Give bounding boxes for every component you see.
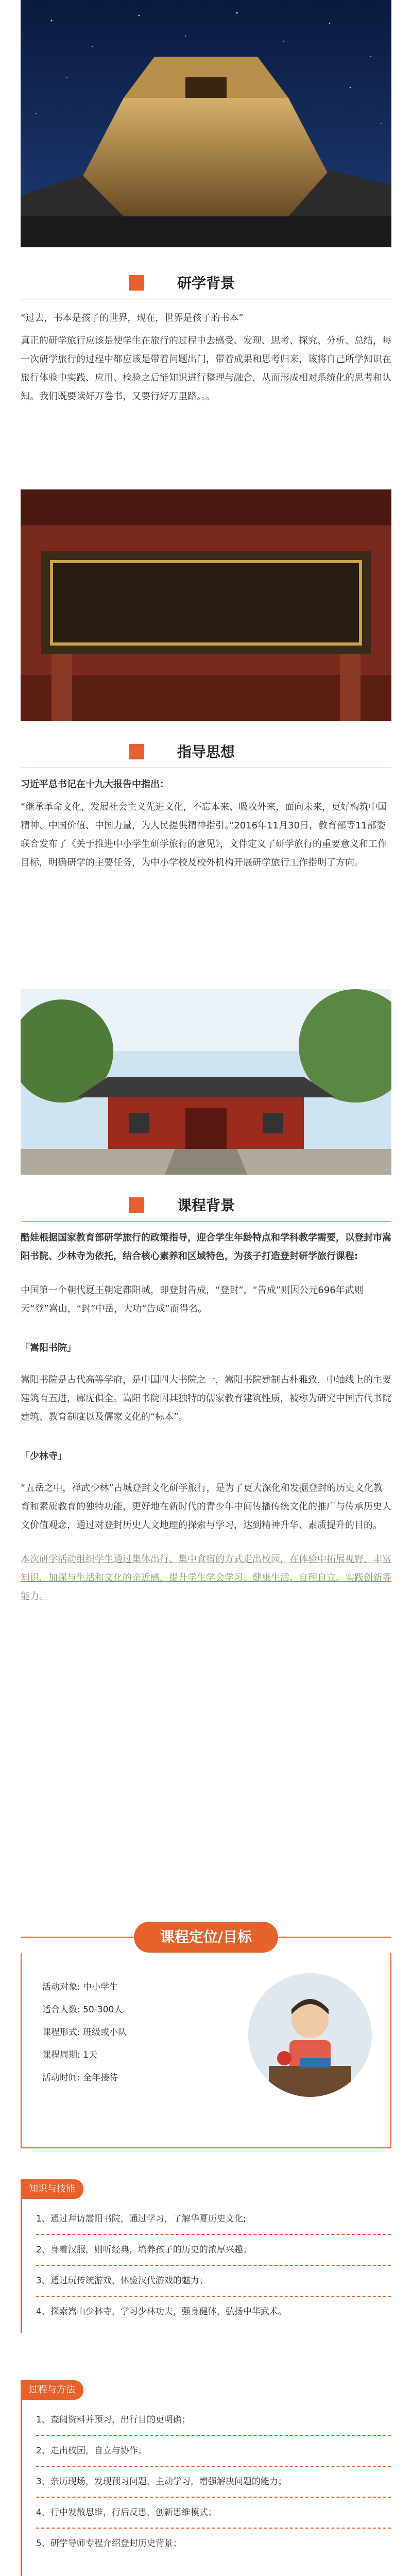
positioning-row-3: 课程周期: 1天 [42, 2050, 97, 2060]
temple-image [21, 989, 391, 1175]
positioning-row-4: 活动时间: 全年接待 [42, 2073, 118, 2083]
positioning-header [21, 1922, 391, 1953]
subheading-songyang: 「嵩阳书院」 [21, 1343, 76, 1353]
knowledge-list [36, 2210, 391, 2320]
plaque-image [21, 489, 391, 721]
process-list [36, 2411, 391, 2552]
paragraph: 中国第一个朝代夏王朝定都阳城，即登封告成，“登封”，“告成”则因公元696年武则天“登”嵩山，“封”中岳，大功“告成”而得名。 [21, 1285, 364, 1314]
guidance-subtitle: 习近平总书记在十九大报告中指出： [21, 779, 169, 790]
positioning-list [42, 1978, 238, 2087]
positioning-row-2: 课程形式: 班级或小队 [42, 2027, 127, 2038]
divider [21, 1221, 391, 1222]
section-header-course-background [0, 1190, 412, 1221]
course-intro: 酷娃根据国家教育部研学旅行的政策指导，迎合学生年龄特点和学科教学需要，以登封市嵩阳书院、少林寺为依托，结合核心素养和区域特色，为孩子打造登封研学旅行课程: [21, 1232, 391, 1262]
quote-text: “过去，书本是孩子的世界，现在，世界是孩子的书本” [21, 313, 244, 324]
hero-image-fortress [21, 0, 391, 247]
knowledge-rail [21, 2199, 22, 2333]
list-item: 1、查阅资料并预习，出行目的更明确； [36, 2415, 191, 2425]
research-background-content [21, 309, 391, 406]
body-text: 真正的研学旅行应该是使学生在旅行的过程中去感受、发现、思考、探究、分析、总结，每一次研学旅行的过程中都应该是带着问题出门，带着成果和思考归来，该将自己所学知识在旅行体验中实践、应用、检验之后能知识进行整理与融合，从而形成相对系统化的思考和认知。我们既要读好万卷书，又要行好万里路。。。 [21, 335, 391, 402]
positioning-card [21, 1953, 391, 2148]
fortress-night-illustration [21, 0, 391, 247]
section-title: 研学背景 [177, 275, 235, 292]
list-item: 3、通过玩传统游戏，体验汉代游戏的魅力； [36, 2276, 208, 2286]
positioning-row-1: 适合人数: 50-300人 [42, 2005, 123, 2015]
process-rail [21, 2400, 22, 2576]
section-title: 指导思想 [177, 743, 235, 760]
course-background-content [21, 1229, 391, 1606]
guidance-content [21, 775, 391, 872]
list-item: 2、身着汉服，则听经典，培养孩子的历史的浓厚兴趣； [36, 2245, 252, 2255]
process-tag: 过程与方法 [21, 2380, 83, 2400]
list-item: 2、走出校园，自立与协作； [36, 2446, 147, 2456]
list-item: 5、研学导师专程介绍登封历史背景； [36, 2538, 182, 2549]
guidance-body: “继承革命文化，发展社会主义先进文化，不忘本来、吸收外来，面向未来，更好构筑中国精神、中国价值、中国力量，为人民提供精神指引。”2016年11月30日，教育部等11部委联合发布了《关于推进中小学生研学旅行的意见》，文件定义了研学旅行的重要意义和工作目标，明确研学的主要任务，为中小学校及校外机构开展研学旅行工作指明了方向。 [21, 802, 387, 868]
section-title: 课程背景 [177, 1197, 235, 1214]
subheading-shaolin: 「少林寺」 [21, 1451, 67, 1462]
list-item: 3、亲历现场，发现预习问题，主动学习，增强解决问题的能力； [36, 2477, 287, 2487]
section-header-research-background [0, 268, 412, 299]
section-header-guidance [0, 737, 412, 768]
knowledge-tag: 知识与技能 [21, 2179, 83, 2199]
paragraph: 嵩阳书院是古代高等学府，是中国四大书院之一，嵩阳书院建制古朴雅致，中轴线上的主要建筑有五进，廊庑俱全。嵩阳书院因其独特的儒家教育建筑性质，被称为研究中国古代书院建筑、教育制度以及儒家文化的“标本”。 [21, 1375, 391, 1422]
paragraph: “五岳之中，禅武少林”古城登封文化研学旅行，是为了更大深化和发掘登封的历史文化教育和素质教育的独特功能，更好地在新时代的青少年中间传播传统文化的推广与传承历史人文价值观念，通过对登封历史人文地理的探索与学习，达到精神升华、素质提升的目的。 [21, 1483, 391, 1531]
paragraph-highlight: 本次研学活动组织学生通过集体出行、集中食宿的方式走出校园，在体验中拓展视野，丰富知识，加深与生活和文化的亲近感，提升学生学会学习、健康生活、自理自立、实践创新等能力。 [21, 1554, 391, 1602]
positioning-title: 课程定位/目标 [134, 1922, 278, 1953]
list-item: 4、探索嵩山少林寺，学习少林功夫，强身健体，弘扬中华武术。 [36, 2307, 287, 2317]
student-illustration [248, 1973, 372, 2097]
list-item: 4、行中发散思维，行后反思，创新思维模式； [36, 2507, 217, 2518]
positioning-row-0: 活动对象: 中小学生 [42, 1982, 118, 1992]
list-item: 1、通过拜访嵩阳书院，通过学习，了解华夏历史文化; [36, 2214, 246, 2224]
